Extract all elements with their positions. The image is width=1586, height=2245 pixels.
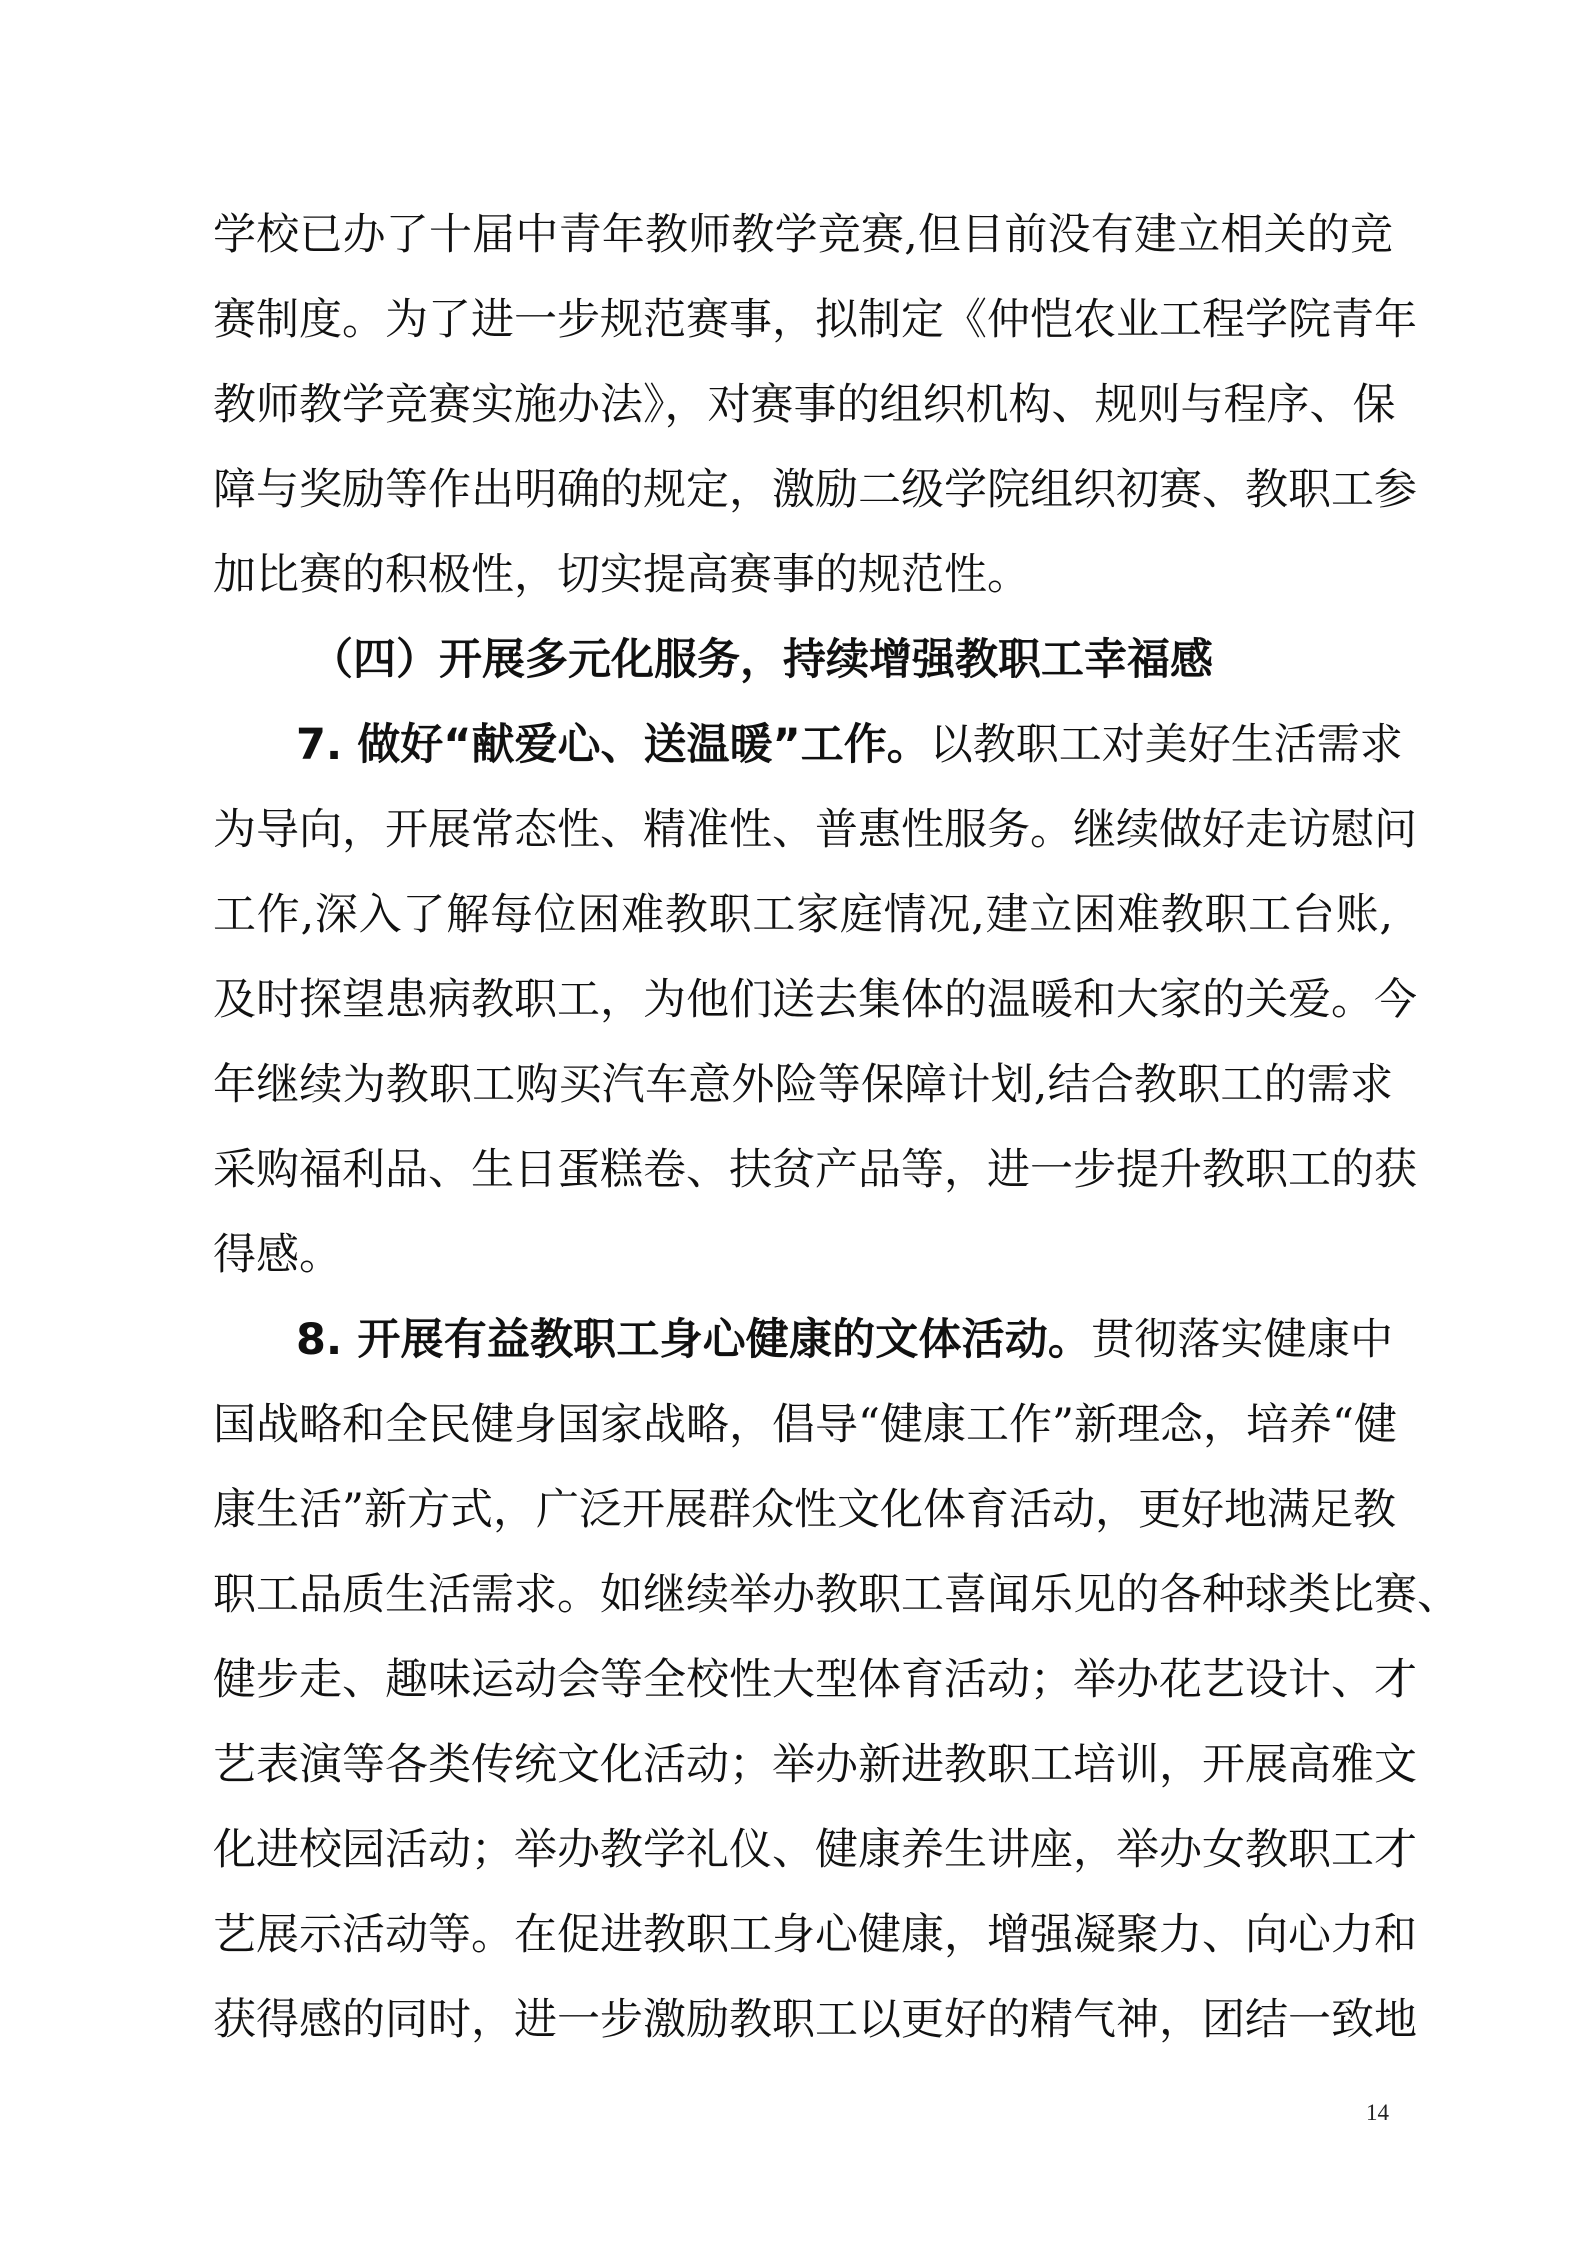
paragraph-line: 艺表演等各类传统文化活动；举办新进教职工培训，开展高雅文 bbox=[213, 1740, 1417, 1790]
paragraph-line: 加比赛的积极性，切实提高赛事的规范性。 bbox=[213, 550, 1030, 600]
paragraph-line: 学校已办了十届中青年教师教学竞赛,但目前没有建立相关的竞 bbox=[213, 210, 1393, 260]
paragraph-line: 获得感的同时，进一步激励教职工以更好的精气神，团结一致地 bbox=[213, 1995, 1417, 2045]
paragraph-line: 障与奖励等作出明确的规定，激励二级学院组织初赛、教职工参 bbox=[213, 465, 1417, 515]
item-7-lead-line bbox=[296, 710, 1403, 780]
page-number: 14 bbox=[1366, 2100, 1389, 2125]
item-8-first-line-text: 贯彻落实健康中 bbox=[1091, 1315, 1394, 1365]
paragraph-line: 得感。 bbox=[213, 1230, 342, 1280]
item-7-first-line-text: 以教职工对美好生活需求 bbox=[929, 720, 1403, 770]
paragraph-line: 工作,深入了解每位困难教职工家庭情况,建立困难教职工台账, bbox=[213, 890, 1393, 940]
paragraph-line: 健步走、趣味运动会等全校性大型体育活动；举办花艺设计、才 bbox=[213, 1655, 1417, 1705]
paragraph-line: 年继续为教职工购买汽车意外险等保障计划,结合教职工的需求 bbox=[213, 1060, 1393, 1110]
paragraph-line: 艺展示活动等。在促进教职工身心健康，增强凝聚力、向心力和 bbox=[213, 1910, 1417, 1960]
item-8-title: 8. 开展有益教职工身心健康的文体活动。 bbox=[296, 1315, 1092, 1365]
section-heading: （四）开展多元化服务，持续增强教职工幸福感 bbox=[310, 635, 1213, 685]
paragraph-line: 教师教学竞赛实施办法》，对赛事的组织机构、规则与程序、保 bbox=[213, 380, 1396, 430]
paragraph-line: 国战略和全民健身国家战略，倡导“健康工作”新理念，培养“健 bbox=[213, 1400, 1397, 1450]
paragraph-line: 及时探望患病教职工，为他们送去集体的温暖和大家的关爱。今 bbox=[213, 975, 1417, 1025]
item-7-title: 7. 做好“献爱心、送温暖”工作。 bbox=[296, 720, 930, 770]
paragraph-line: 赛制度。为了进一步规范赛事，拟制定《仲恺农业工程学院青年 bbox=[213, 295, 1417, 345]
paragraph-line: 为导向，开展常态性、精准性、普惠性服务。继续做好走访慰问 bbox=[213, 805, 1417, 855]
paragraph-line: 采购福利品、生日蛋糕卷、扶贫产品等，进一步提升教职工的获 bbox=[213, 1145, 1417, 1195]
item-8-lead-line bbox=[296, 1305, 1393, 1375]
paragraph-line: 职工品质生活需求。如继续举办教职工喜闻乐见的各种球类比赛、 bbox=[213, 1570, 1460, 1620]
paragraph-line: 化进校园活动；举办教学礼仪、健康养生讲座，举办女教职工才 bbox=[213, 1825, 1417, 1875]
paragraph-line: 康生活”新方式，广泛开展群众性文化体育活动，更好地满足教 bbox=[213, 1485, 1396, 1535]
